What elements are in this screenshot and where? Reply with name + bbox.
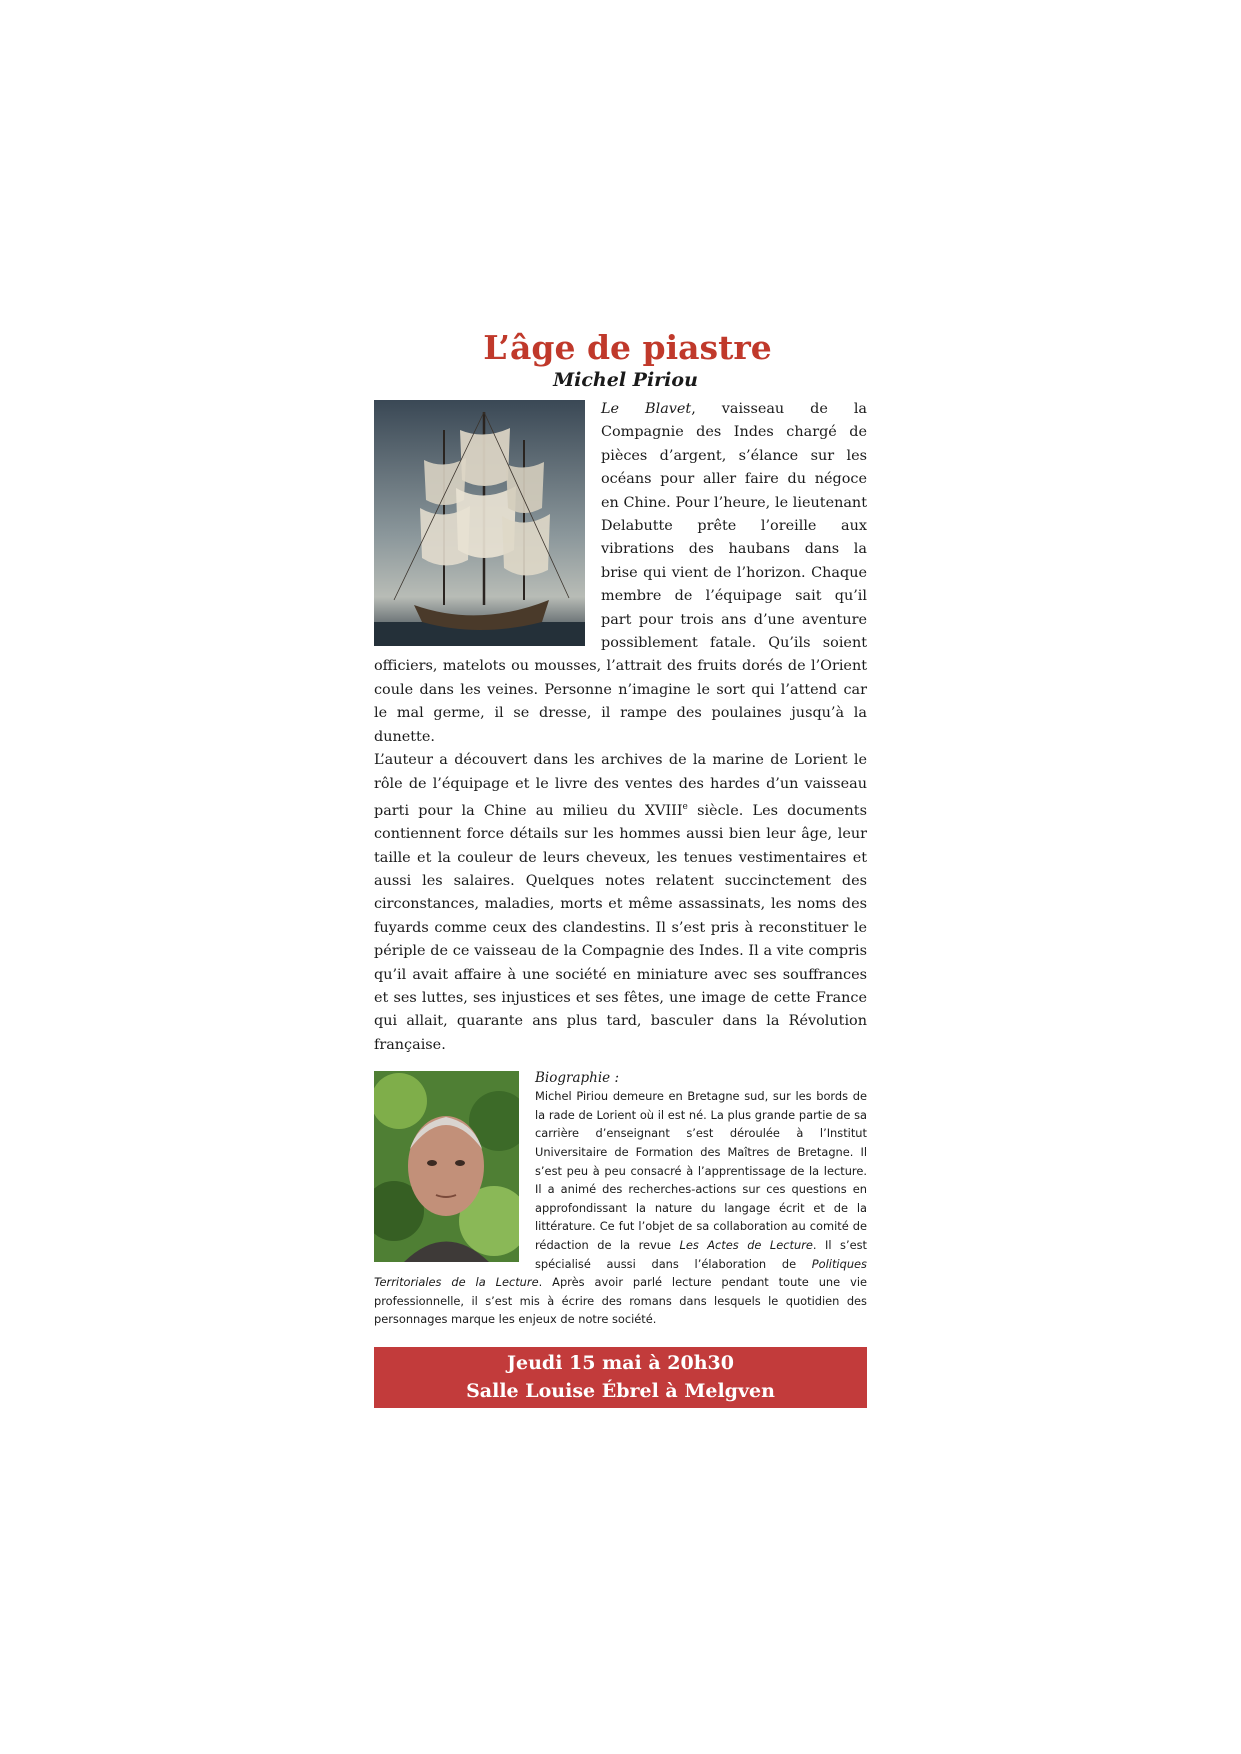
book-title: L’âge de piastre — [483, 328, 772, 367]
bio-journal-title: Les Actes de Lecture — [679, 1237, 813, 1252]
event-banner — [374, 1347, 867, 1408]
research-text-before: L’auteur a découvert dans les archives de la marine de Lorient le rôle de l’équipage et le livre des ventes des hardes d’un vaisseau parti pour la Chine au milieu du XVIII — [374, 752, 867, 819]
research-text-after: siècle. Les documents contiennent force détails sur les hommes aussi bien leur âge, leur taille et la couleur de leurs cheveux, les tenues vestimentaires et aussi les salaires. Quelques notes relatent succinctement des circonstances, maladies, morts et même assassinats, les noms des fuyards comme ceux des clandestins. Il s’est pris à reconstituer le périple de ce vaisseau de la Compagnie des Indes. Il a vite compris qu’il avait affaire à une société en miniature avec ses souffrances et ses luttes, ses injustices et ses fêtes, une image de cette France qui allait, quarante ans plus tard, basculer dans la Révolution française. — [374, 802, 867, 1053]
biography-label: Biographie : — [535, 1070, 619, 1087]
bio-text-part-1: Michel Piriou demeure en Bretagne sud, sur les bords de la rade de Lorient où il est né. La plus grande partie de sa carrière d’enseignant s’est déroulée à l’Institut Universitaire de Formation des Maîtres de Bretagne. Il s’est peu à peu consacré à l’apprentissage de la lecture. Il a animé des recherches-actions sur ces questions en approfondissant la nature du langage écrit et de la littérature. Ce fut l’objet de sa collaboration au comité de rédaction de la revue — [535, 1089, 867, 1252]
ship-name: Le Blavet — [601, 401, 692, 417]
author-name: Michel Piriou — [553, 369, 698, 391]
ship-icon — [374, 400, 585, 646]
summary-text: , vaisseau de la Compagnie des Indes chargé de pièces d’argent, s’élance sur les océans pour aller faire du négoce en Chine. Pour l’heure, le lieutenant Delabutte prête l’oreille aux vibrations des haubans dans la brise qui vient de l’horizon. Chaque membre de l’équipage sait qu’il part pour trois ans d’une aventure possiblement fatale. Qu’ils soient officiers, matelots ou mousses, l’attrait des fruits dorés de l’Orient coule dans les veines. Personne n’imagine le sort qui l’attend car le mal germe, il se dresse, il rampe des poulaines jusqu’à la dunette. — [374, 401, 867, 745]
portrait-icon — [374, 1071, 519, 1262]
sailing-ship-illustration — [374, 400, 585, 646]
bio-policy-title: Politiques Territoriales de la Lecture — [374, 1256, 867, 1290]
bio-text-part-3: . Après avoir parlé lecture pendant toute une vie professionnelle, il s’est mis à écrire des romans dans lesquels le quotidien des personnages marque les enjeux de notre société. — [374, 1275, 867, 1327]
event-date: Jeudi 15 mai à 20h30 — [507, 1351, 734, 1374]
book-flyer — [374, 328, 867, 1408]
event-venue: Salle Louise Ébrel à Melgven — [466, 1379, 775, 1402]
biography-section — [374, 1069, 867, 1329]
author-portrait-photo — [374, 1071, 519, 1262]
bio-text-part-2: . Il s’est spécialisé aussi dans l’élaboration de — [535, 1237, 867, 1271]
author-research-paragraph — [374, 749, 867, 1057]
century-superscript: e — [682, 801, 688, 812]
